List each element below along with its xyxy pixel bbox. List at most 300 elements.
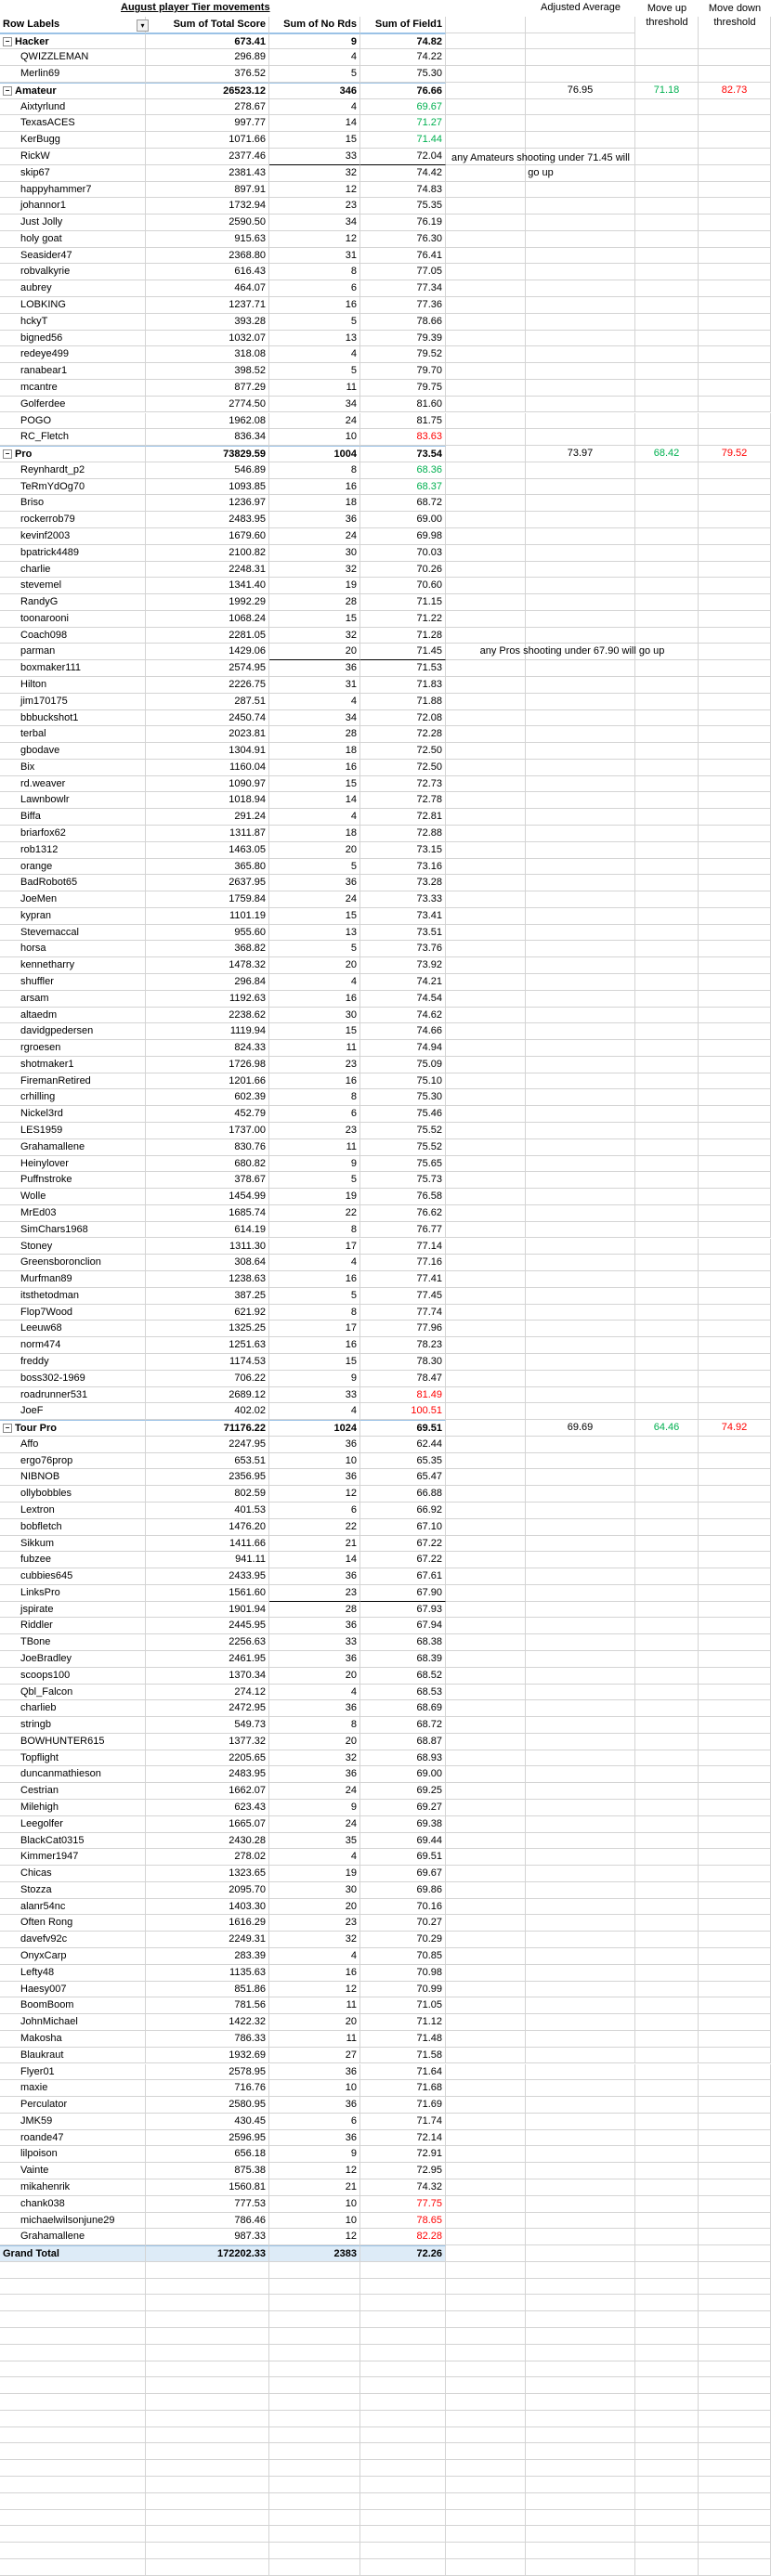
empty-cell[interactable] xyxy=(446,1172,526,1189)
player-no-rds[interactable]: 10 xyxy=(269,429,360,446)
empty-cell[interactable] xyxy=(526,2328,635,2345)
empty-cell[interactable] xyxy=(699,1403,771,1420)
player-no-rds[interactable]: 9 xyxy=(269,1800,360,1816)
empty-cell[interactable] xyxy=(699,2146,771,2163)
empty-cell[interactable] xyxy=(446,1899,526,1916)
player-total-score[interactable]: 877.29 xyxy=(146,380,269,397)
player-field1[interactable]: 67.94 xyxy=(360,1618,446,1634)
empty-cell[interactable] xyxy=(446,1403,526,1420)
empty-cell[interactable] xyxy=(635,2146,699,2163)
empty-cell[interactable] xyxy=(526,198,635,215)
player-field1[interactable]: 70.99 xyxy=(360,1982,446,1998)
empty-cell[interactable] xyxy=(635,2394,699,2411)
player-name[interactable]: Affo xyxy=(0,1437,146,1453)
empty-cell[interactable] xyxy=(635,1997,699,2014)
empty-cell[interactable] xyxy=(446,2345,526,2361)
player-total-score[interactable]: 549.73 xyxy=(146,1717,269,1734)
empty-cell[interactable] xyxy=(699,2526,771,2543)
empty-cell[interactable] xyxy=(635,1866,699,1882)
player-name[interactable]: Biffa xyxy=(0,809,146,826)
player-no-rds[interactable]: 11 xyxy=(269,1997,360,2014)
empty-cell[interactable] xyxy=(526,1469,635,1486)
player-field1[interactable]: 68.39 xyxy=(360,1651,446,1668)
player-no-rds[interactable]: 9 xyxy=(269,1371,360,1387)
player-field1[interactable]: 74.83 xyxy=(360,182,446,199)
player-field1[interactable]: 70.60 xyxy=(360,578,446,594)
empty-cell[interactable] xyxy=(526,1486,635,1503)
empty-cell[interactable] xyxy=(699,1618,771,1634)
empty-cell[interactable] xyxy=(446,1849,526,1866)
empty-cell[interactable] xyxy=(635,826,699,842)
empty-cell[interactable] xyxy=(446,1337,526,1354)
empty-cell[interactable] xyxy=(0,2526,146,2543)
player-field1[interactable]: 70.26 xyxy=(360,562,446,579)
player-name[interactable]: rockerrob79 xyxy=(0,512,146,528)
empty-cell[interactable] xyxy=(526,1866,635,1882)
empty-cell[interactable] xyxy=(699,363,771,380)
empty-cell[interactable] xyxy=(526,264,635,280)
empty-cell[interactable] xyxy=(446,545,526,562)
empty-cell[interactable] xyxy=(699,397,771,413)
player-total-score[interactable]: 1478.32 xyxy=(146,957,269,974)
empty-cell[interactable] xyxy=(699,1866,771,1882)
player-name[interactable]: Reynhardt_p2 xyxy=(0,462,146,479)
empty-cell[interactable] xyxy=(269,2543,360,2559)
empty-cell[interactable] xyxy=(635,1453,699,1470)
empty-cell[interactable] xyxy=(699,2262,771,2279)
empty-cell[interactable] xyxy=(635,1156,699,1173)
player-no-rds[interactable]: 8 xyxy=(269,264,360,280)
empty-cell[interactable] xyxy=(526,1172,635,1189)
empty-cell[interactable] xyxy=(526,809,635,826)
player-name[interactable]: FiremanRetired xyxy=(0,1073,146,1090)
player-total-score[interactable]: 656.18 xyxy=(146,2146,269,2163)
player-total-score[interactable]: 1561.60 xyxy=(146,1585,269,1602)
player-no-rds[interactable]: 5 xyxy=(269,1288,360,1305)
collapse-toggle-icon[interactable]: − xyxy=(3,1424,12,1433)
empty-cell[interactable] xyxy=(526,1008,635,1024)
player-field1[interactable]: 78.66 xyxy=(360,314,446,331)
empty-cell[interactable] xyxy=(146,2311,269,2328)
empty-cell[interactable] xyxy=(699,2328,771,2345)
player-field1[interactable]: 62.44 xyxy=(360,1437,446,1453)
empty-cell[interactable] xyxy=(526,611,635,628)
player-field1[interactable]: 71.27 xyxy=(360,115,446,132)
player-field1[interactable]: 75.30 xyxy=(360,1089,446,1106)
empty-cell[interactable] xyxy=(0,2345,146,2361)
empty-cell[interactable] xyxy=(526,380,635,397)
empty-cell[interactable] xyxy=(699,264,771,280)
player-no-rds[interactable]: 30 xyxy=(269,1882,360,1899)
empty-cell[interactable] xyxy=(446,1057,526,1073)
group-total-score[interactable]: 73829.59 xyxy=(146,446,269,462)
empty-cell[interactable] xyxy=(526,859,635,876)
empty-cell[interactable] xyxy=(635,1685,699,1701)
empty-cell[interactable] xyxy=(446,1255,526,1271)
group-total-score[interactable]: 673.41 xyxy=(146,33,269,50)
player-field1[interactable]: 77.41 xyxy=(360,1271,446,1288)
empty-cell[interactable] xyxy=(446,1965,526,1982)
empty-cell[interactable] xyxy=(0,2377,146,2394)
player-name[interactable]: ollybobbles xyxy=(0,1486,146,1503)
player-total-score[interactable]: 915.63 xyxy=(146,231,269,248)
player-total-score[interactable]: 2433.95 xyxy=(146,1568,269,1585)
player-total-score[interactable]: 308.64 xyxy=(146,1255,269,1271)
empty-cell[interactable] xyxy=(699,792,771,809)
player-no-rds[interactable]: 5 xyxy=(269,363,360,380)
player-total-score[interactable]: 283.39 xyxy=(146,1948,269,1965)
empty-cell[interactable] xyxy=(526,908,635,925)
player-name[interactable]: fubzee xyxy=(0,1552,146,1568)
empty-cell[interactable] xyxy=(699,726,771,743)
empty-cell[interactable] xyxy=(635,2048,699,2064)
empty-cell[interactable] xyxy=(360,2411,446,2427)
grand-total-score[interactable]: 172202.33 xyxy=(146,2245,269,2262)
empty-cell[interactable] xyxy=(635,528,699,545)
empty-cell[interactable] xyxy=(269,2345,360,2361)
empty-cell[interactable] xyxy=(526,1536,635,1553)
player-no-rds[interactable]: 16 xyxy=(269,760,360,776)
empty-cell[interactable] xyxy=(699,2345,771,2361)
empty-cell[interactable] xyxy=(269,2311,360,2328)
empty-cell[interactable] xyxy=(446,1387,526,1404)
empty-cell[interactable] xyxy=(526,1073,635,1090)
empty-cell[interactable] xyxy=(526,2196,635,2213)
player-total-score[interactable]: 1901.94 xyxy=(146,1602,269,1619)
player-field1[interactable]: 75.73 xyxy=(360,1172,446,1189)
player-total-score[interactable]: 278.67 xyxy=(146,99,269,116)
empty-cell[interactable] xyxy=(635,628,699,644)
empty-cell[interactable] xyxy=(635,1602,699,1619)
empty-cell[interactable] xyxy=(526,1023,635,1040)
empty-cell[interactable] xyxy=(699,2559,771,2576)
empty-cell[interactable] xyxy=(635,694,699,710)
player-field1[interactable]: 77.74 xyxy=(360,1305,446,1321)
player-name[interactable]: Perculator xyxy=(0,2097,146,2114)
empty-cell[interactable] xyxy=(269,2460,360,2477)
player-name[interactable]: ranabear1 xyxy=(0,363,146,380)
empty-cell[interactable] xyxy=(526,925,635,942)
empty-cell[interactable] xyxy=(635,594,699,611)
empty-cell[interactable] xyxy=(360,2377,446,2394)
empty-cell[interactable] xyxy=(360,2394,446,2411)
empty-cell[interactable] xyxy=(360,2460,446,2477)
empty-cell[interactable] xyxy=(635,726,699,743)
player-no-rds[interactable]: 16 xyxy=(269,1073,360,1090)
empty-cell[interactable] xyxy=(526,2526,635,2543)
empty-cell[interactable] xyxy=(635,297,699,314)
player-field1[interactable]: 77.75 xyxy=(360,2196,446,2213)
player-total-score[interactable]: 1032.07 xyxy=(146,331,269,347)
empty-cell[interactable] xyxy=(699,297,771,314)
empty-cell[interactable] xyxy=(526,991,635,1008)
empty-cell[interactable] xyxy=(526,1305,635,1321)
player-field1[interactable]: 74.22 xyxy=(360,49,446,66)
empty-cell[interactable] xyxy=(526,941,635,957)
empty-cell[interactable] xyxy=(699,1123,771,1139)
player-no-rds[interactable]: 11 xyxy=(269,1139,360,1156)
player-no-rds[interactable]: 19 xyxy=(269,1866,360,1882)
player-field1[interactable]: 73.41 xyxy=(360,908,446,925)
empty-cell[interactable] xyxy=(635,2279,699,2296)
empty-cell[interactable] xyxy=(526,1403,635,1420)
player-total-score[interactable]: 1560.81 xyxy=(146,2179,269,2196)
player-total-score[interactable]: 2483.95 xyxy=(146,1766,269,1783)
empty-cell[interactable] xyxy=(699,1519,771,1536)
empty-cell[interactable] xyxy=(446,165,526,182)
player-no-rds[interactable]: 24 xyxy=(269,413,360,430)
player-name[interactable]: Aixtyrlund xyxy=(0,99,146,116)
empty-cell[interactable] xyxy=(446,2245,526,2262)
player-no-rds[interactable]: 5 xyxy=(269,941,360,957)
player-no-rds[interactable]: 12 xyxy=(269,2229,360,2245)
empty-cell[interactable] xyxy=(635,2245,699,2262)
empty-cell[interactable] xyxy=(0,2361,146,2378)
empty-cell[interactable] xyxy=(699,974,771,991)
player-total-score[interactable]: 941.11 xyxy=(146,1552,269,1568)
player-field1[interactable]: 65.35 xyxy=(360,1453,446,1470)
empty-cell[interactable] xyxy=(526,413,635,430)
empty-cell[interactable] xyxy=(526,346,635,363)
group-no-rds[interactable]: 1004 xyxy=(269,446,360,462)
player-name[interactable]: LES1959 xyxy=(0,1123,146,1139)
empty-cell[interactable] xyxy=(526,528,635,545)
player-total-score[interactable]: 278.02 xyxy=(146,1849,269,1866)
group-label[interactable] xyxy=(0,83,146,99)
empty-cell[interactable] xyxy=(446,1371,526,1387)
empty-cell[interactable] xyxy=(526,1734,635,1750)
empty-cell[interactable] xyxy=(526,231,635,248)
group-total-score[interactable]: 26523.12 xyxy=(146,83,269,99)
empty-cell[interactable] xyxy=(526,760,635,776)
empty-cell[interactable] xyxy=(446,2510,526,2527)
empty-cell[interactable] xyxy=(146,2477,269,2493)
empty-cell[interactable] xyxy=(699,2179,771,2196)
empty-cell[interactable] xyxy=(635,264,699,280)
empty-cell[interactable] xyxy=(635,859,699,876)
player-no-rds[interactable]: 32 xyxy=(269,1750,360,1767)
empty-cell[interactable] xyxy=(360,2559,446,2576)
player-no-rds[interactable]: 4 xyxy=(269,1948,360,1965)
player-total-score[interactable]: 1236.97 xyxy=(146,495,269,512)
field1-header[interactable]: Sum of Field1 xyxy=(360,17,446,33)
empty-cell[interactable] xyxy=(699,1816,771,1833)
player-total-score[interactable]: 2590.50 xyxy=(146,215,269,231)
empty-cell[interactable] xyxy=(635,1519,699,1536)
empty-cell[interactable] xyxy=(699,1305,771,1321)
empty-cell[interactable] xyxy=(699,925,771,942)
empty-cell[interactable] xyxy=(526,2559,635,2576)
empty-cell[interactable] xyxy=(446,1321,526,1337)
player-name[interactable]: Nickel3rd xyxy=(0,1106,146,1123)
player-total-score[interactable]: 387.25 xyxy=(146,1288,269,1305)
empty-cell[interactable] xyxy=(635,2229,699,2245)
player-no-rds[interactable]: 18 xyxy=(269,495,360,512)
group-label[interactable] xyxy=(0,1420,146,1437)
empty-cell[interactable] xyxy=(526,462,635,479)
player-total-score[interactable]: 318.08 xyxy=(146,346,269,363)
empty-cell[interactable] xyxy=(635,891,699,908)
player-no-rds[interactable]: 23 xyxy=(269,1585,360,1602)
empty-cell[interactable] xyxy=(446,1139,526,1156)
empty-cell[interactable] xyxy=(635,1849,699,1866)
player-name[interactable]: JMK59 xyxy=(0,2114,146,2130)
empty-cell[interactable] xyxy=(526,2311,635,2328)
empty-cell[interactable] xyxy=(446,280,526,297)
empty-cell[interactable] xyxy=(446,495,526,512)
player-total-score[interactable]: 1403.30 xyxy=(146,1899,269,1916)
player-total-score[interactable]: 1454.99 xyxy=(146,1189,269,1205)
empty-cell[interactable] xyxy=(446,2493,526,2510)
player-field1[interactable]: 71.53 xyxy=(360,660,446,677)
player-name[interactable]: johannor1 xyxy=(0,198,146,215)
player-field1[interactable]: 78.23 xyxy=(360,1337,446,1354)
player-name[interactable]: LinksPro xyxy=(0,1585,146,1602)
empty-cell[interactable] xyxy=(699,1057,771,1073)
player-total-score[interactable]: 2226.75 xyxy=(146,677,269,694)
empty-cell[interactable] xyxy=(526,974,635,991)
empty-cell[interactable] xyxy=(699,2361,771,2378)
player-field1[interactable]: 72.08 xyxy=(360,710,446,727)
player-no-rds[interactable]: 22 xyxy=(269,1519,360,1536)
empty-cell[interactable] xyxy=(635,2411,699,2427)
empty-cell[interactable] xyxy=(526,842,635,859)
player-total-score[interactable]: 1311.30 xyxy=(146,1239,269,1255)
player-name[interactable]: RC_Fletch xyxy=(0,429,146,446)
empty-cell[interactable] xyxy=(446,826,526,842)
empty-cell[interactable] xyxy=(635,231,699,248)
player-no-rds[interactable]: 36 xyxy=(269,1568,360,1585)
empty-cell[interactable] xyxy=(699,2411,771,2427)
empty-cell[interactable] xyxy=(446,2295,526,2311)
player-no-rds[interactable]: 30 xyxy=(269,1008,360,1024)
player-total-score[interactable]: 1323.65 xyxy=(146,1866,269,1882)
empty-cell[interactable] xyxy=(526,66,635,83)
player-name[interactable]: Haesy007 xyxy=(0,1982,146,1998)
player-total-score[interactable]: 1238.63 xyxy=(146,1271,269,1288)
player-field1[interactable]: 75.52 xyxy=(360,1123,446,1139)
player-no-rds[interactable]: 20 xyxy=(269,1668,360,1685)
empty-cell[interactable] xyxy=(699,710,771,727)
player-name[interactable]: jim170175 xyxy=(0,694,146,710)
player-name[interactable]: JohnMichael xyxy=(0,2014,146,2031)
empty-cell[interactable] xyxy=(446,1023,526,1040)
player-name[interactable]: alanr54nc xyxy=(0,1899,146,1916)
player-name[interactable]: Seasider47 xyxy=(0,248,146,265)
empty-cell[interactable] xyxy=(699,1486,771,1503)
player-no-rds[interactable]: 15 xyxy=(269,908,360,925)
player-field1[interactable]: 72.88 xyxy=(360,826,446,842)
player-name[interactable]: Often Rong xyxy=(0,1915,146,1932)
empty-cell[interactable] xyxy=(699,1321,771,1337)
player-no-rds[interactable]: 23 xyxy=(269,1915,360,1932)
player-no-rds[interactable]: 10 xyxy=(269,2080,360,2097)
player-no-rds[interactable]: 15 xyxy=(269,611,360,628)
player-name[interactable]: Leegolfer xyxy=(0,1816,146,1833)
player-name[interactable]: Vainte xyxy=(0,2163,146,2179)
player-no-rds[interactable]: 36 xyxy=(269,875,360,891)
player-field1[interactable]: 72.81 xyxy=(360,809,446,826)
player-field1[interactable]: 82.28 xyxy=(360,2229,446,2245)
player-name[interactable]: Qbl_Falcon xyxy=(0,1685,146,1701)
empty-cell[interactable] xyxy=(446,1420,526,1437)
player-field1[interactable]: 74.54 xyxy=(360,991,446,1008)
empty-cell[interactable] xyxy=(446,1816,526,1833)
empty-cell[interactable] xyxy=(446,1717,526,1734)
empty-cell[interactable] xyxy=(635,363,699,380)
player-field1[interactable]: 75.52 xyxy=(360,1139,446,1156)
player-no-rds[interactable]: 36 xyxy=(269,660,360,677)
player-name[interactable]: itsthetodman xyxy=(0,1288,146,1305)
empty-cell[interactable] xyxy=(699,2048,771,2064)
player-total-score[interactable]: 1476.20 xyxy=(146,1519,269,1536)
empty-cell[interactable] xyxy=(526,2543,635,2559)
player-no-rds[interactable]: 35 xyxy=(269,1833,360,1850)
player-total-score[interactable]: 1251.63 xyxy=(146,1337,269,1354)
empty-cell[interactable] xyxy=(635,974,699,991)
player-total-score[interactable]: 1759.84 xyxy=(146,891,269,908)
empty-cell[interactable] xyxy=(269,2510,360,2527)
empty-cell[interactable] xyxy=(526,1932,635,1948)
empty-cell[interactable] xyxy=(699,2130,771,2147)
player-no-rds[interactable]: 28 xyxy=(269,594,360,611)
empty-cell[interactable] xyxy=(699,1106,771,1123)
player-name[interactable]: Grahamallene xyxy=(0,2229,146,2245)
player-total-score[interactable]: 1932.69 xyxy=(146,2048,269,2064)
player-field1[interactable]: 68.53 xyxy=(360,1685,446,1701)
player-total-score[interactable]: 464.07 xyxy=(146,280,269,297)
empty-cell[interactable] xyxy=(526,2031,635,2048)
empty-cell[interactable] xyxy=(446,1123,526,1139)
empty-cell[interactable] xyxy=(635,512,699,528)
empty-cell[interactable] xyxy=(446,2328,526,2345)
player-no-rds[interactable]: 10 xyxy=(269,1453,360,1470)
empty-cell[interactable] xyxy=(0,2493,146,2510)
empty-cell[interactable] xyxy=(635,1437,699,1453)
player-total-score[interactable]: 1201.66 xyxy=(146,1073,269,1090)
player-name[interactable]: bpatrick4489 xyxy=(0,545,146,562)
player-no-rds[interactable]: 31 xyxy=(269,248,360,265)
player-name[interactable]: chank038 xyxy=(0,2196,146,2213)
empty-cell[interactable] xyxy=(526,1123,635,1139)
empty-cell[interactable] xyxy=(635,1882,699,1899)
empty-cell[interactable] xyxy=(699,1668,771,1685)
player-total-score[interactable]: 1341.40 xyxy=(146,578,269,594)
empty-cell[interactable] xyxy=(446,1750,526,1767)
empty-cell[interactable] xyxy=(526,1156,635,1173)
empty-cell[interactable] xyxy=(0,2295,146,2311)
player-name[interactable]: rgroesen xyxy=(0,1040,146,1057)
empty-cell[interactable] xyxy=(526,280,635,297)
empty-cell[interactable] xyxy=(446,1519,526,1536)
empty-cell[interactable] xyxy=(699,2427,771,2444)
empty-cell[interactable] xyxy=(446,512,526,528)
empty-cell[interactable] xyxy=(699,198,771,215)
player-field1[interactable]: 78.30 xyxy=(360,1354,446,1371)
player-name[interactable]: Just Jolly xyxy=(0,215,146,231)
player-name[interactable]: LOBKING xyxy=(0,297,146,314)
player-name[interactable]: SimChars1968 xyxy=(0,1222,146,1239)
empty-cell[interactable] xyxy=(635,2477,699,2493)
empty-cell[interactable] xyxy=(446,1618,526,1634)
player-no-rds[interactable]: 4 xyxy=(269,1849,360,1866)
player-name[interactable]: KerBugg xyxy=(0,132,146,149)
player-field1[interactable]: 70.27 xyxy=(360,1915,446,1932)
empty-cell[interactable] xyxy=(526,1965,635,1982)
empty-cell[interactable] xyxy=(699,1453,771,1470)
empty-cell[interactable] xyxy=(699,2229,771,2245)
empty-cell[interactable] xyxy=(446,413,526,430)
